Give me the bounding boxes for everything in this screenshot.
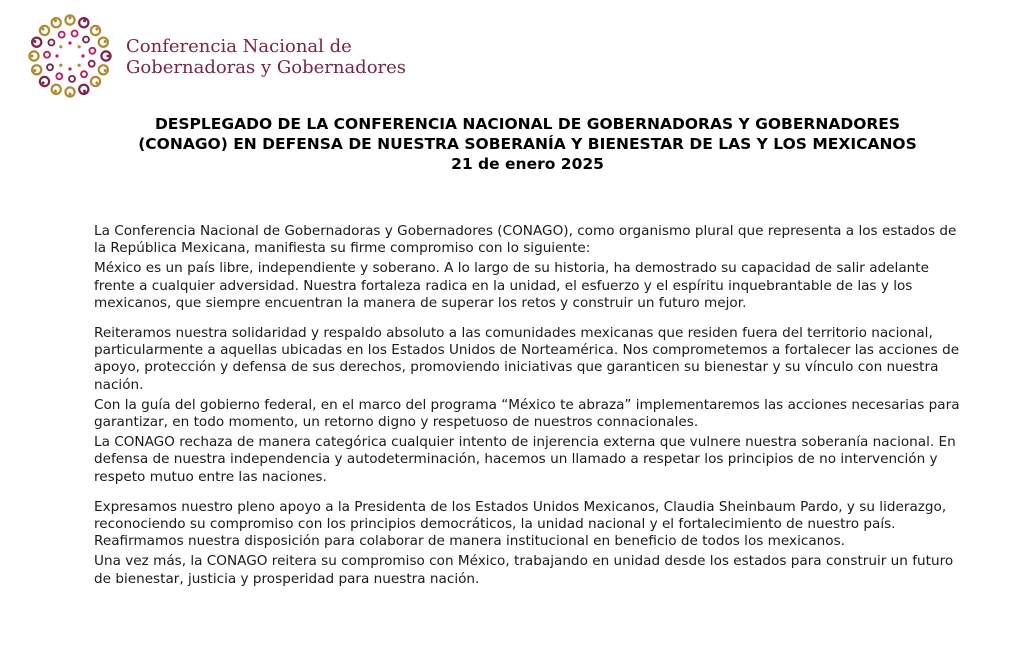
logo-inner-swirl (81, 71, 87, 77)
logo-inner-swirl (48, 40, 54, 46)
document-title (60, 114, 995, 174)
logo-swirl (52, 18, 61, 27)
logo-swirl (79, 18, 88, 27)
logo-dot (54, 19, 57, 22)
logo-swirl (91, 77, 100, 86)
paragraph-non-interference: La CONAGO rechaza de manera categórica cualquier intento de injerencia externa que vulnere nuestra soberanía nacional. En defensa de nuestra independencia y autodeterminación, hacemos un llamado a respetar los principios de no intervención y respeto mutuo entre las naciones. (94, 434, 956, 485)
logo-inner-swirl (89, 48, 95, 54)
logo-inner-swirl (59, 32, 65, 38)
title-line1: DESPLEGADO DE LA CONFERENCIA NACIONAL DE GOBERNADORAS Y GOBERNADORES (154, 115, 901, 133)
org-name-line2: Gobernadoras y Gobernadores (126, 57, 407, 78)
logo-inner-swirl (56, 73, 62, 79)
logo-dot (83, 19, 86, 22)
logo-dot (69, 17, 72, 20)
logo-dot (95, 28, 98, 31)
title-line2: (CONAGO) EN DEFENSA DE NUESTRA SOBERANÍA Y BIENESTAR DE LAS Y LOS MEXICANOS (138, 135, 917, 153)
logo-dot (83, 90, 86, 93)
logo-core-dot (68, 41, 71, 44)
logo-dot (104, 40, 107, 43)
logo-swirl (99, 38, 108, 47)
title-date: 21 de enero 2025 (451, 155, 604, 173)
logo-core-dot (55, 54, 58, 57)
paragraph-solidarity: Reiteramos nuestra solidaridad y respaldo absoluto a las comunidades mexicanas que residen fuera del territorio nacional, particularmente a aquellas ubicadas en los Estados Unidos de Norteamérica. Nos comprometemos a fortalecer las acciones de apoyo, protección y defensa de sus derechos, promoviendo iniciativas que garanticen su bienestar y su vínculo con nuestra nación. (94, 325, 960, 393)
logo-inner-swirl (47, 64, 53, 70)
paragraph-sovereignty: México es un país libre, independiente y soberano. A lo largo de su historia, ha demostrado su capacidad de salir adelante frente a cualquier adversidad. Nuestra fortaleza radica en la unidad, el esfuerzo y el espíritu inquebrantable de las y los mexicanos, que siempre encuentran la manera de superar los retos y construir un futuro mejor. (94, 260, 929, 311)
logo-core-dot (68, 67, 71, 70)
logo-core-dot (81, 54, 84, 57)
logo-dot (95, 81, 98, 84)
logo-swirl (32, 38, 41, 47)
logo-core-dot (59, 64, 62, 67)
conago-circle-logo-icon (24, 10, 116, 102)
logo-swirl (40, 26, 49, 35)
logo-inner-swirl (89, 61, 95, 67)
logo-swirl (91, 26, 100, 35)
logo-dot (69, 93, 72, 96)
org-name (126, 36, 406, 78)
logo-dot (107, 55, 110, 58)
logo-swirl (99, 65, 108, 74)
logo-dot (42, 81, 45, 84)
logo-swirl (52, 85, 61, 94)
logo-inner-swirl (83, 37, 89, 43)
logo-core-dot (78, 64, 81, 67)
paragraph-support-president: Expresamos nuestro pleno apoyo a la Presidenta de los Estados Unidos Mexicanos, Claudia Sheinbaum Pardo, y su liderazgo, reconociendo su compromiso con los principios democráticos, la unidad nacional y el fortalecimiento de nuestro país. Reafirmamos nuestra disposición para colaborar de manera institucional en beneficio de todos los mexicanos. (94, 498, 947, 550)
logo-inner-swirl (44, 52, 50, 58)
paragraph-closing: Una vez más, la CONAGO reitera su compromiso con México, trabajando en unidad desde los estados para construir un futuro de bienestar, justicia y prosperidad para nuestra nación. (94, 553, 954, 587)
document-body (94, 223, 964, 588)
logo-dot (54, 90, 57, 93)
org-name-line1: Conferencia Nacional de (126, 36, 352, 57)
logo-dot (33, 69, 36, 72)
logo-swirl (79, 85, 88, 94)
header (24, 10, 407, 105)
paragraph-intro: La Conferencia Nacional de Gobernadoras y Gobernadores (CONAGO), como organismo plural que representa a los estados de la República Mexicana, manifiesta su firme compromiso con lo siguiente: (94, 223, 957, 257)
logo-dot (33, 40, 36, 43)
logo-inner-swirl (72, 31, 78, 37)
paragraph-mexico-te-abraza: Con la guía del gobierno federal, en el marco del programa “México te abraza” implementaremos las acciones necesarias para garantizar, en todo momento, un retorno digno y respetuoso de nuestros connacionales. (94, 396, 960, 431)
logo-core-dot (59, 45, 62, 48)
logo-dot (42, 28, 45, 31)
logo-dot (31, 55, 34, 58)
logo-inner-swirl (69, 76, 75, 82)
logo-dot (104, 69, 107, 72)
logo-swirl (32, 65, 41, 74)
logo-swirl (40, 77, 49, 86)
logo-core-dot (78, 45, 81, 48)
